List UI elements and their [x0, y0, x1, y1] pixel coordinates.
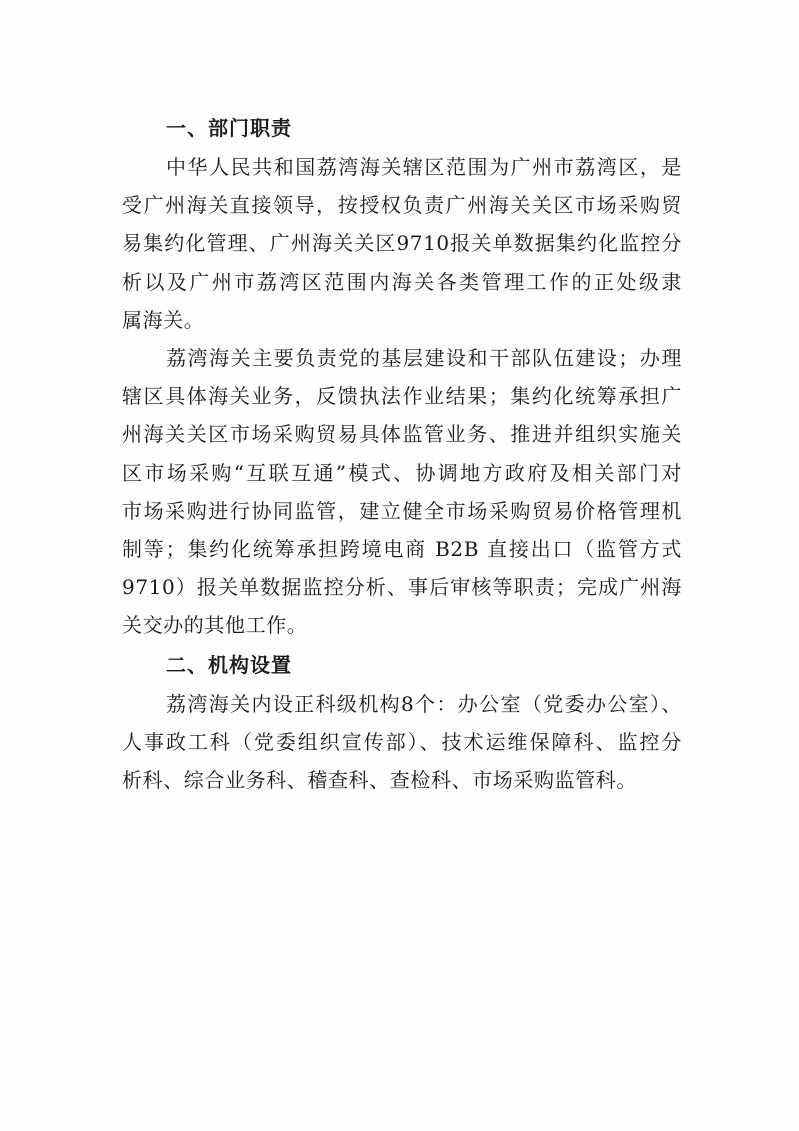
text-line: 人事政工科（党委组织宣传部）、技术运维保障科、监控分 [122, 729, 682, 754]
paragraph-departments [122, 685, 682, 800]
text-line: 析科、综合业务科、稽查科、查检科、市场采购监管科。 [122, 768, 637, 793]
paragraph-jurisdiction [122, 148, 682, 339]
text-line: 州海关关区市场采购贸易具体监管业务、推进并组织实施关 [122, 422, 682, 447]
text-line: 荔湾海关主要负责党的基层建设和干部队伍建设；办理 [166, 346, 682, 371]
text-line: 析以及广州市荔湾区范围内海关各类管理工作的正处级隶 [122, 269, 682, 294]
text-line: 属海关。 [122, 307, 205, 332]
text-line: 辖区具体海关业务，反馈执法作业结果；集约化统筹承担广 [122, 384, 682, 409]
document-body [122, 108, 682, 799]
text-line: 区市场采购“互联互通”模式、协调地方政府及相关部门对 [122, 460, 682, 485]
text-line: 受广州海关直接领导，按授权负责广州海关关区市场采购贸 [122, 193, 682, 218]
text-line: 市场采购进行协同监管，建立健全市场采购贸易价格管理机 [122, 498, 682, 523]
text-line: 制等；集约化统筹承担跨境电商 B2B 直接出口（监管方式 [122, 537, 682, 562]
text-line: 关交办的其他工作。 [122, 613, 308, 638]
text-line: 9710）报关单数据监控分析、事后审核等职责；完成广州海 [122, 575, 682, 600]
paragraph-responsibilities [122, 339, 682, 645]
section-heading-duties: 一、部门职责 [166, 116, 292, 140]
text-line: 易集约化管理、广州海关关区9710报关单数据集约化监控分 [122, 231, 682, 256]
text-line: 荔湾海关内设正科级机构8个：办公室（党委办公室）、 [166, 691, 682, 716]
text-line: 中华人民共和国荔湾海关辖区范围为广州市荔湾区，是 [166, 155, 682, 179]
section-heading-organization: 二、机构设置 [166, 652, 292, 677]
